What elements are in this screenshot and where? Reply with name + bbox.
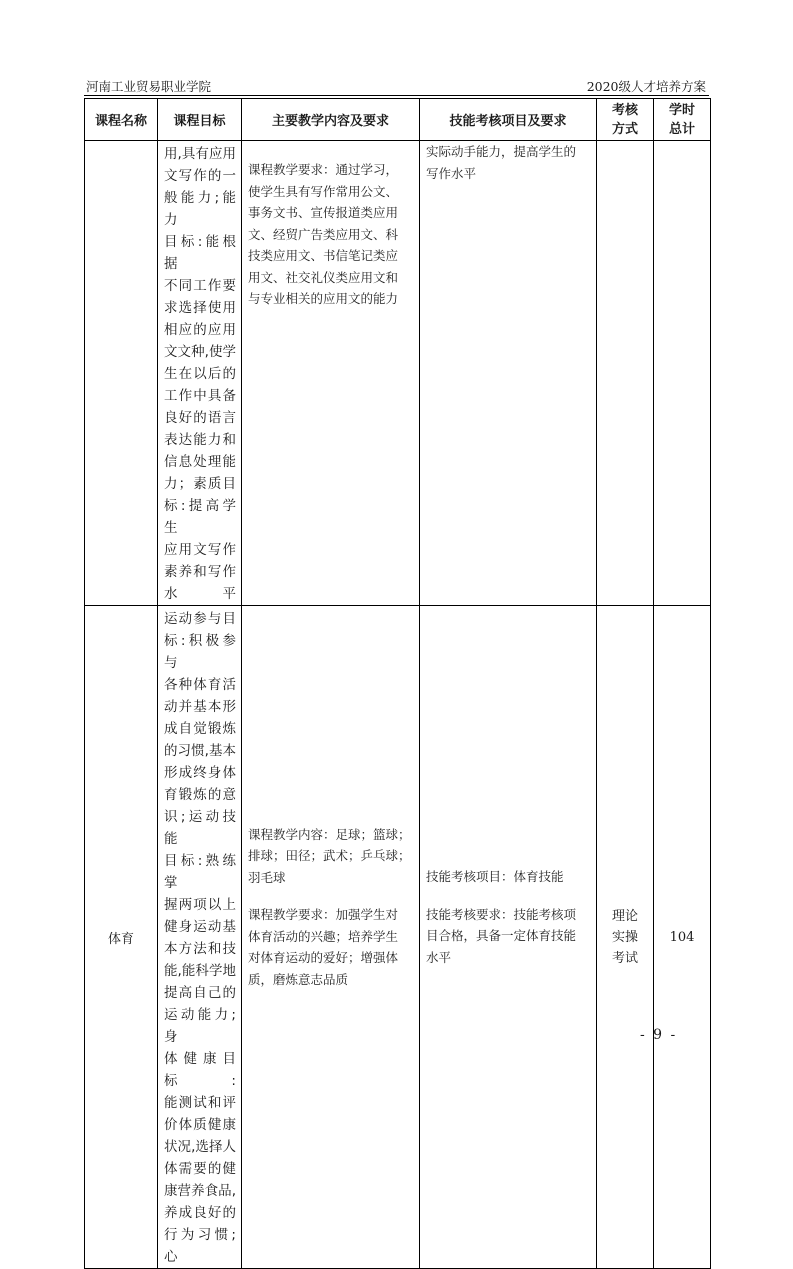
column-header-line: 总计 — [668, 121, 695, 137]
content-line: 课程教学要求：加强学生对 — [248, 907, 399, 923]
content-paragraph — [248, 904, 413, 990]
goal-line: 能测试和评 — [164, 1095, 236, 1111]
course-name-cell: 体育 — [85, 606, 158, 1269]
total-hours-cell — [654, 141, 711, 606]
goal-line: 表达能力和 — [164, 432, 236, 448]
table-header-row — [85, 99, 711, 141]
content-line: 与专业相关的应用文的能力 — [248, 291, 399, 306]
goal-line: 价体质健康 — [164, 1117, 236, 1133]
column-header-total-hours — [654, 99, 711, 141]
main-content-cell — [242, 606, 420, 1269]
content-line: 用文、社交礼仪类应用文和 — [248, 269, 399, 285]
goal-line: 体需要的健 — [164, 1161, 236, 1177]
header-school-name: 河南工业贸易职业学院 — [86, 79, 212, 94]
goal-line: 目标:熟练掌 — [164, 853, 236, 891]
column-header-line: 考核 — [611, 102, 638, 118]
goal-line: 能,能科学地 — [164, 963, 236, 979]
goal-line: 生在以后的 — [164, 366, 236, 382]
assessment-method-cell — [597, 141, 654, 606]
goal-line: 相应的应用 — [164, 322, 236, 338]
column-header-line: 学时 — [668, 102, 695, 118]
method-line: 实操 — [611, 929, 638, 945]
goal-line: 提高自己的 — [164, 985, 236, 1001]
course-goal-cell — [158, 606, 242, 1269]
main-content-cell — [242, 141, 420, 606]
goal-line: 水平 — [164, 586, 236, 602]
course-name-cell — [85, 141, 158, 606]
goal-line: 般能力;能力 — [164, 190, 236, 228]
column-header-skill-assessment: 技能考核项目及要求 — [420, 99, 597, 141]
skill-assessment-cell — [420, 606, 597, 1269]
goal-line: 标:提高学生 — [164, 498, 236, 536]
skill-line: 写作水平 — [426, 165, 477, 181]
goal-line: 文写作的一 — [164, 168, 236, 184]
table-row-pe — [85, 606, 711, 1269]
goal-line: 识;运动技能 — [164, 809, 236, 847]
skill-line: 技能考核项目：体育技能 — [426, 869, 564, 884]
goal-line: 成自觉锻炼 — [164, 721, 236, 737]
content-line: 质，磨炼意志品质 — [248, 971, 349, 987]
goal-line: 各种体育活 — [164, 677, 236, 693]
goal-line: 养成良好的 — [164, 1205, 236, 1221]
header-document-title: 2020级人才培养方案 — [586, 79, 706, 94]
content-line: 使学生具有写作常用公文、 — [248, 183, 399, 199]
column-header-main-content: 主要教学内容及要求 — [242, 99, 420, 141]
content-line: 对体育运动的爱好；增强体 — [248, 950, 399, 966]
content-line: 课程教学内容：足球；篮球； — [248, 826, 411, 842]
goal-line: 行为习惯;心 — [164, 1227, 236, 1265]
goal-line: 工作中具备 — [164, 388, 236, 404]
goal-line: 运动能力;身 — [164, 1007, 236, 1045]
goal-line: 健身运动基 — [164, 919, 236, 935]
skill-paragraph — [426, 141, 590, 184]
skill-line: 实际动手能力，提高学生的 — [426, 144, 577, 159]
course-goal-cell — [158, 141, 242, 606]
goal-line: 本方法和技 — [164, 941, 236, 957]
skill-paragraph — [426, 904, 590, 969]
goal-line: 用,具有应用 — [164, 146, 236, 162]
table-row-writing — [85, 141, 711, 606]
method-line: 考试 — [611, 950, 638, 966]
content-line: 排球；田径；武术；乒乓球； — [248, 848, 411, 864]
skill-assessment-cell — [420, 141, 597, 606]
goal-line: 不同工作要 — [164, 278, 236, 294]
column-header-course-goal: 课程目标 — [158, 99, 242, 141]
goal-line: 运动参与目 — [164, 611, 236, 627]
method-line: 理论 — [611, 908, 638, 924]
skill-line: 目合格，具备一定体育技能 — [426, 928, 577, 943]
column-header-assessment-method — [597, 99, 654, 141]
goal-line: 应用文写作 — [164, 542, 236, 558]
content-paragraph — [248, 159, 413, 310]
goal-line: 力；素质目 — [164, 476, 236, 492]
assessment-method-cell — [597, 606, 654, 1269]
skill-paragraph — [426, 866, 590, 888]
skill-line: 技能考核要求：技能考核项 — [426, 906, 577, 922]
goal-line: 的习惯,基本 — [164, 743, 236, 759]
content-line: 体育活动的兴趣；培养学生 — [248, 928, 399, 944]
header-rule — [84, 95, 709, 96]
goal-line: 目标:能根据 — [164, 234, 236, 272]
goal-line: 动并基本形 — [164, 699, 236, 715]
total-hours-cell: 104 — [654, 606, 711, 1269]
content-paragraph — [248, 824, 413, 889]
column-header-line: 方式 — [611, 121, 638, 137]
goal-line: 标:积极参与 — [164, 633, 236, 671]
content-line: 技类应用文、书信笔记类应 — [248, 248, 399, 263]
goal-line: 体健康目标: — [164, 1051, 236, 1089]
page-number: - 9 - — [640, 1027, 678, 1043]
goal-line: 育锻炼的意 — [164, 787, 236, 803]
skill-line: 水平 — [426, 949, 452, 965]
column-header-course-name: 课程名称 — [85, 99, 158, 141]
goal-line: 文文种,使学 — [164, 344, 236, 360]
goal-line: 握两项以上 — [164, 897, 236, 913]
content-line: 羽毛球 — [248, 869, 286, 885]
goal-line: 素养和写作 — [164, 564, 236, 580]
goal-line: 状况,选择人 — [164, 1139, 236, 1155]
course-table — [84, 98, 711, 1269]
goal-line: 形成终身体 — [164, 765, 236, 781]
goal-line: 信息处理能 — [164, 454, 236, 470]
goal-line: 良好的语言 — [164, 410, 236, 426]
content-line: 文、经贸广告类应用文、科 — [248, 226, 399, 242]
goal-line: 求选择使用 — [164, 300, 236, 316]
content-line: 课程教学要求：通过学习， — [248, 162, 399, 177]
goal-line: 康营养食品, — [164, 1183, 236, 1199]
content-line: 事务文书、宣传报道类应用 — [248, 205, 399, 220]
